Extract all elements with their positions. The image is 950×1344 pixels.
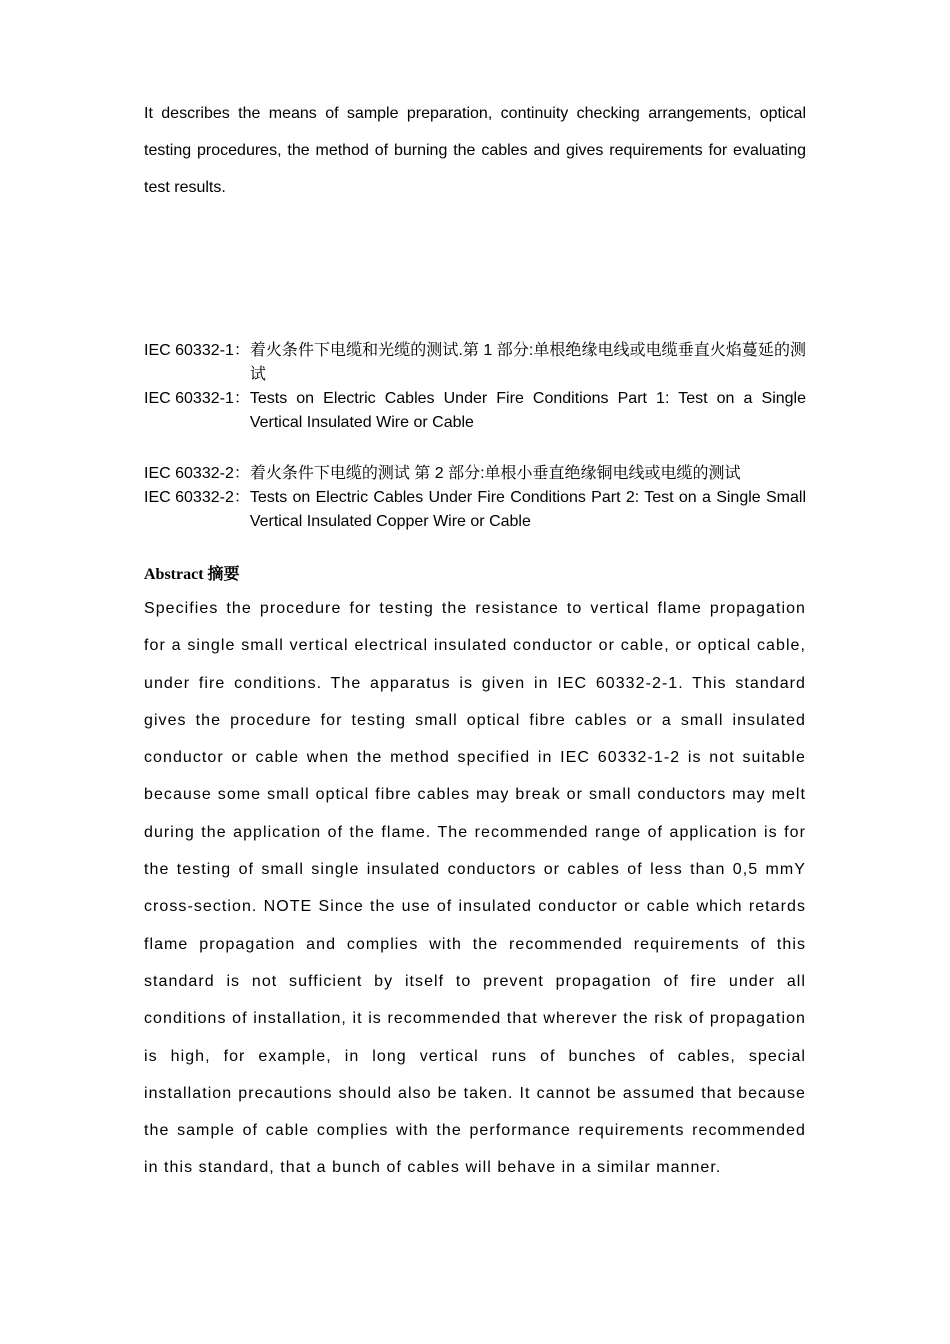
- standard-title-zh: 着火条件下电缆和光缆的测试.第 1 部分:单根绝缘电线或电缆垂直火焰蔓延的测试: [249, 342, 806, 383]
- standard-en-row: [144, 387, 806, 435]
- abstract-body: Specifies the procedure for testing the resistance to vertical flame propagation for a single small vertical electrical insulated conductor or cable, or optical cable, under fire conditions. The apparatus is given in IEC 60332-2-1. This standard gives the procedure for testing small optical fibre cables or a small insulated conductor or cable when the method specified in IEC 60332-1-2 is not suitable because some small optical fibre cables may break or small conductors may melt during the application of the flame. The recommended range of application is for the testing of small single insulated conductors or cables of less than 0,5 mmY cross-section. NOTE Since the use of insulated conductor or cable which retards flame propagation and complies with the recommended requirements of this standard is not sufficient by itself to prevent propagation of fire under all conditions of installation, it is recommended that wherever the risk of propagation is high, for example, in long vertical runs of bunches of cables, special installation precautions should also be taken. It cannot be assumed that because the sample of cable complies with the performance requirements recommended in this standard, that a bunch of cables will behave in a similar manner.: [144, 600, 806, 1177]
- standard-title-en: Tests on Electric Cables Under Fire Conditions Part 1: Test on a Single Vertical Insulated Wire or Cable: [249, 390, 806, 431]
- standard-title-en: Tests on Electric Cables Under Fire Conditions Part 2: Test on a Single Small Vertical Insulated Copper Wire or Cable: [249, 489, 806, 530]
- abstract-heading: Abstract 摘要: [144, 566, 240, 583]
- standard-zh-row: [144, 339, 806, 387]
- standard-title-zh: 着火条件下电缆的测试 第 2 部分:单根小垂直绝缘铜电线或电缆的测试: [249, 465, 741, 482]
- standard-code: IEC 60332-1：: [144, 342, 250, 359]
- standard-code: IEC 60332-2：: [144, 465, 250, 482]
- standard-entry-60332-2: [144, 462, 806, 534]
- standard-code-en: IEC 60332-1：: [144, 390, 250, 407]
- standard-entry-60332-1: [144, 339, 806, 435]
- intro-paragraph: It describes the means of sample preparation, continuity checking arrangements, optical testing procedures, the method of burning the cables and gives requirements for evaluating test results.: [144, 105, 806, 196]
- standard-code-en: IEC 60332-2：: [144, 489, 250, 506]
- standard-zh-row: [144, 462, 806, 486]
- standard-en-row: [144, 486, 806, 534]
